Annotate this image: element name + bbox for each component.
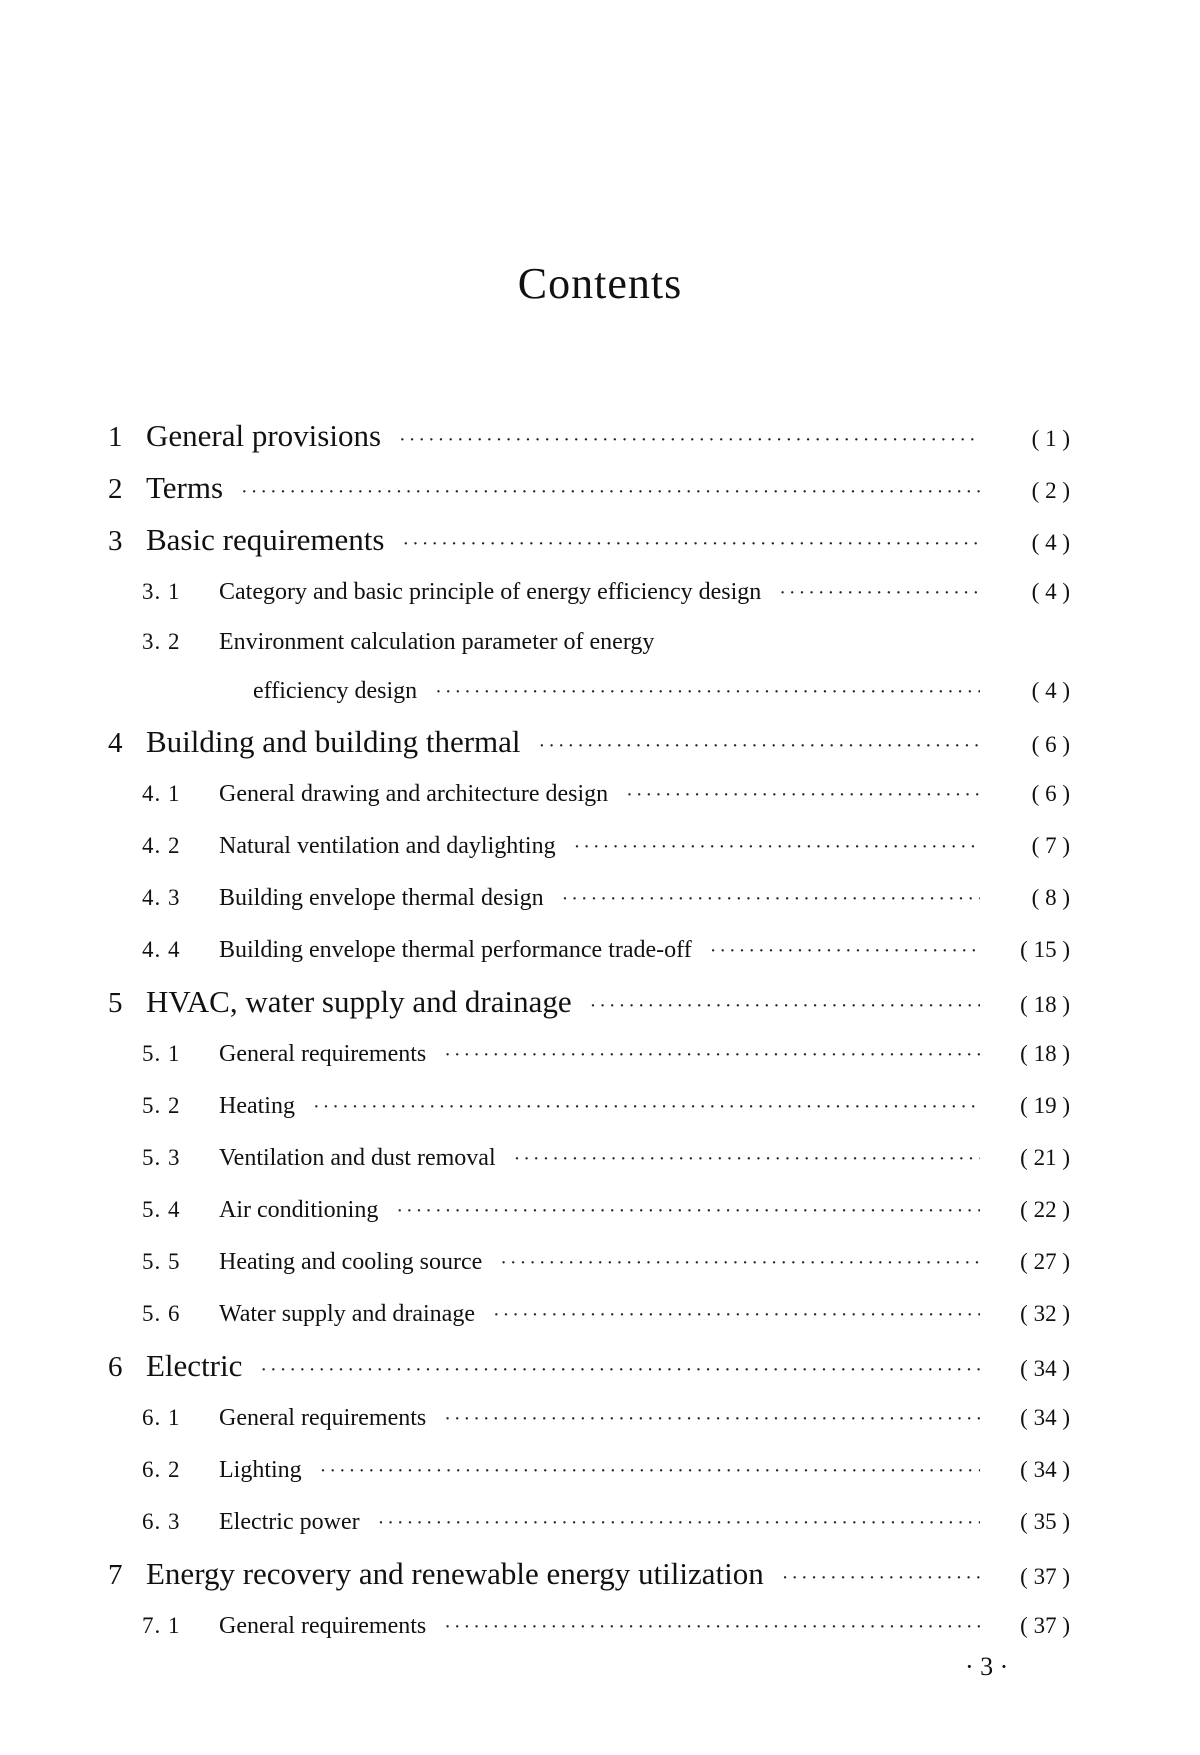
toc-chapter-1[interactable] bbox=[108, 410, 1070, 462]
toc-number: 4. 4 bbox=[142, 937, 181, 962]
leader-dots bbox=[562, 873, 980, 925]
toc-section-3-2[interactable] bbox=[108, 618, 1070, 666]
toc-page: ( 15 ) bbox=[1020, 937, 1070, 962]
toc-number: 3. 1 bbox=[142, 579, 181, 604]
toc-label: Terms bbox=[146, 470, 224, 505]
leader-dots bbox=[782, 1552, 980, 1604]
toc-label: Energy recovery and renewable energy utilization bbox=[146, 1556, 764, 1591]
toc-label: Category and basic principle of energy efficiency design bbox=[219, 579, 762, 605]
toc-chapter-3[interactable] bbox=[108, 514, 1070, 566]
toc-number: 5. 1 bbox=[142, 1041, 181, 1066]
toc-number: 5. 5 bbox=[142, 1249, 181, 1274]
toc-section-6-1[interactable] bbox=[108, 1392, 1070, 1444]
toc-page: ( 6 ) bbox=[1031, 781, 1070, 806]
toc-label: Natural ventilation and daylighting bbox=[219, 833, 556, 859]
toc-page: ( 21 ) bbox=[1020, 1145, 1070, 1170]
leader-dots bbox=[313, 1081, 980, 1133]
toc-section-5-4[interactable] bbox=[108, 1184, 1070, 1236]
leader-dots bbox=[399, 414, 980, 466]
toc-label: Environment calculation parameter of energy bbox=[219, 629, 655, 655]
toc-page: ( 1 ) bbox=[1031, 426, 1070, 451]
toc-label: Building envelope thermal performance trade-off bbox=[219, 937, 692, 963]
leader-dots bbox=[710, 925, 980, 977]
toc-section-4-4[interactable] bbox=[108, 924, 1070, 976]
leader-dots bbox=[539, 720, 980, 772]
toc-chapter-2[interactable] bbox=[108, 462, 1070, 514]
toc-number: 5. 2 bbox=[142, 1093, 181, 1118]
toc-number: 6. 2 bbox=[142, 1457, 181, 1482]
toc-page: ( 37 ) bbox=[1020, 1564, 1070, 1589]
leader-dots bbox=[320, 1445, 980, 1497]
toc-page: ( 18 ) bbox=[1020, 992, 1070, 1017]
toc-chapter-5[interactable] bbox=[108, 976, 1070, 1028]
toc-number: 6. 3 bbox=[142, 1509, 181, 1534]
leader-dots bbox=[574, 821, 980, 873]
toc-page: ( 34 ) bbox=[1020, 1457, 1070, 1482]
toc-number: 5 bbox=[108, 987, 123, 1019]
toc-number: 4. 3 bbox=[142, 885, 181, 910]
toc-page: ( 8 ) bbox=[1031, 885, 1070, 910]
toc-label: Air conditioning bbox=[219, 1197, 379, 1223]
toc-label: Building envelope thermal design bbox=[219, 885, 544, 911]
toc-section-5-5[interactable] bbox=[108, 1236, 1070, 1288]
leader-dots bbox=[402, 518, 980, 570]
leader-dots bbox=[260, 1344, 980, 1396]
toc-section-3-2-continued[interactable] bbox=[108, 666, 1070, 716]
toc-chapter-6[interactable] bbox=[108, 1340, 1070, 1392]
toc-number: 5. 6 bbox=[142, 1301, 181, 1326]
toc-label: General drawing and architecture design bbox=[219, 781, 609, 807]
toc-section-7-1[interactable] bbox=[108, 1600, 1070, 1652]
toc-number: 3. 2 bbox=[142, 629, 181, 654]
page-title: Contents bbox=[517, 259, 683, 308]
toc-number: 5. 4 bbox=[142, 1197, 181, 1222]
toc-section-6-2[interactable] bbox=[108, 1444, 1070, 1496]
toc-label: Electric bbox=[146, 1348, 243, 1383]
toc-number: 4. 2 bbox=[142, 833, 181, 858]
leader-dots bbox=[378, 1497, 980, 1549]
toc-page: ( 34 ) bbox=[1020, 1356, 1070, 1381]
toc-page: ( 22 ) bbox=[1020, 1197, 1070, 1222]
leader-dots bbox=[241, 466, 980, 518]
toc-page: ( 2 ) bbox=[1031, 478, 1070, 503]
leader-dots bbox=[590, 980, 980, 1032]
toc-page: ( 7 ) bbox=[1031, 833, 1070, 858]
leader-dots bbox=[500, 1237, 980, 1289]
table-of-contents bbox=[108, 410, 1070, 1652]
toc-number: 4. 1 bbox=[142, 781, 181, 806]
toc-number: 3 bbox=[108, 525, 123, 557]
toc-section-5-1[interactable] bbox=[108, 1028, 1070, 1080]
toc-number: 1 bbox=[108, 421, 123, 453]
toc-label: Basic requirements bbox=[146, 522, 385, 557]
toc-label: General provisions bbox=[146, 418, 382, 453]
toc-label: General requirements bbox=[219, 1613, 427, 1639]
toc-page: ( 37 ) bbox=[1020, 1613, 1070, 1638]
toc-page: ( 35 ) bbox=[1020, 1509, 1070, 1534]
toc-page: ( 32 ) bbox=[1020, 1301, 1070, 1326]
toc-chapter-7[interactable] bbox=[108, 1548, 1070, 1600]
toc-label-continued: efficiency design bbox=[253, 678, 418, 704]
page-number: · 3 · bbox=[965, 1652, 1009, 1681]
toc-section-4-3[interactable] bbox=[108, 872, 1070, 924]
leader-dots bbox=[444, 1601, 980, 1653]
leader-dots bbox=[396, 1185, 980, 1237]
toc-page: ( 19 ) bbox=[1020, 1093, 1070, 1118]
toc-label: Building and building thermal bbox=[146, 724, 521, 759]
toc-page: ( 27 ) bbox=[1020, 1249, 1070, 1274]
toc-page: ( 4 ) bbox=[1031, 530, 1070, 555]
toc-number: 7 bbox=[108, 1559, 123, 1591]
toc-chapter-4[interactable] bbox=[108, 716, 1070, 768]
toc-section-5-6[interactable] bbox=[108, 1288, 1070, 1340]
toc-section-6-3[interactable] bbox=[108, 1496, 1070, 1548]
toc-section-4-1[interactable] bbox=[108, 768, 1070, 820]
toc-page: ( 6 ) bbox=[1031, 732, 1070, 757]
toc-label: Lighting bbox=[219, 1457, 302, 1483]
leader-dots bbox=[514, 1133, 980, 1185]
toc-number: 2 bbox=[108, 473, 123, 505]
toc-label: General requirements bbox=[219, 1041, 427, 1067]
leader-dots bbox=[444, 1029, 980, 1081]
toc-label: Heating and cooling source bbox=[219, 1249, 483, 1275]
toc-number: 6. 1 bbox=[142, 1405, 181, 1430]
leader-dots bbox=[626, 769, 980, 821]
toc-label: Water supply and drainage bbox=[219, 1301, 475, 1327]
toc-number: 5. 3 bbox=[142, 1145, 181, 1170]
toc-number: 7. 1 bbox=[142, 1613, 181, 1638]
toc-section-5-2[interactable] bbox=[108, 1080, 1070, 1132]
toc-section-3-1[interactable] bbox=[108, 566, 1070, 618]
leader-dots bbox=[493, 1289, 980, 1341]
toc-label: Ventilation and dust removal bbox=[219, 1145, 496, 1171]
toc-page: ( 4 ) bbox=[1031, 579, 1070, 604]
toc-page: ( 34 ) bbox=[1020, 1405, 1070, 1430]
toc-section-4-2[interactable] bbox=[108, 820, 1070, 872]
toc-page: ( 18 ) bbox=[1020, 1041, 1070, 1066]
toc-label: General requirements bbox=[219, 1405, 427, 1431]
toc-number: 4 bbox=[108, 727, 123, 759]
toc-number: 6 bbox=[108, 1351, 123, 1383]
toc-section-5-3[interactable] bbox=[108, 1132, 1070, 1184]
toc-label: Electric power bbox=[219, 1509, 360, 1535]
toc-label: HVAC, water supply and drainage bbox=[146, 984, 572, 1019]
toc-page: ( 4 ) bbox=[1031, 678, 1070, 703]
toc-label: Heating bbox=[219, 1093, 295, 1119]
leader-dots bbox=[435, 667, 980, 717]
leader-dots bbox=[444, 1393, 980, 1445]
leader-dots bbox=[779, 567, 980, 619]
